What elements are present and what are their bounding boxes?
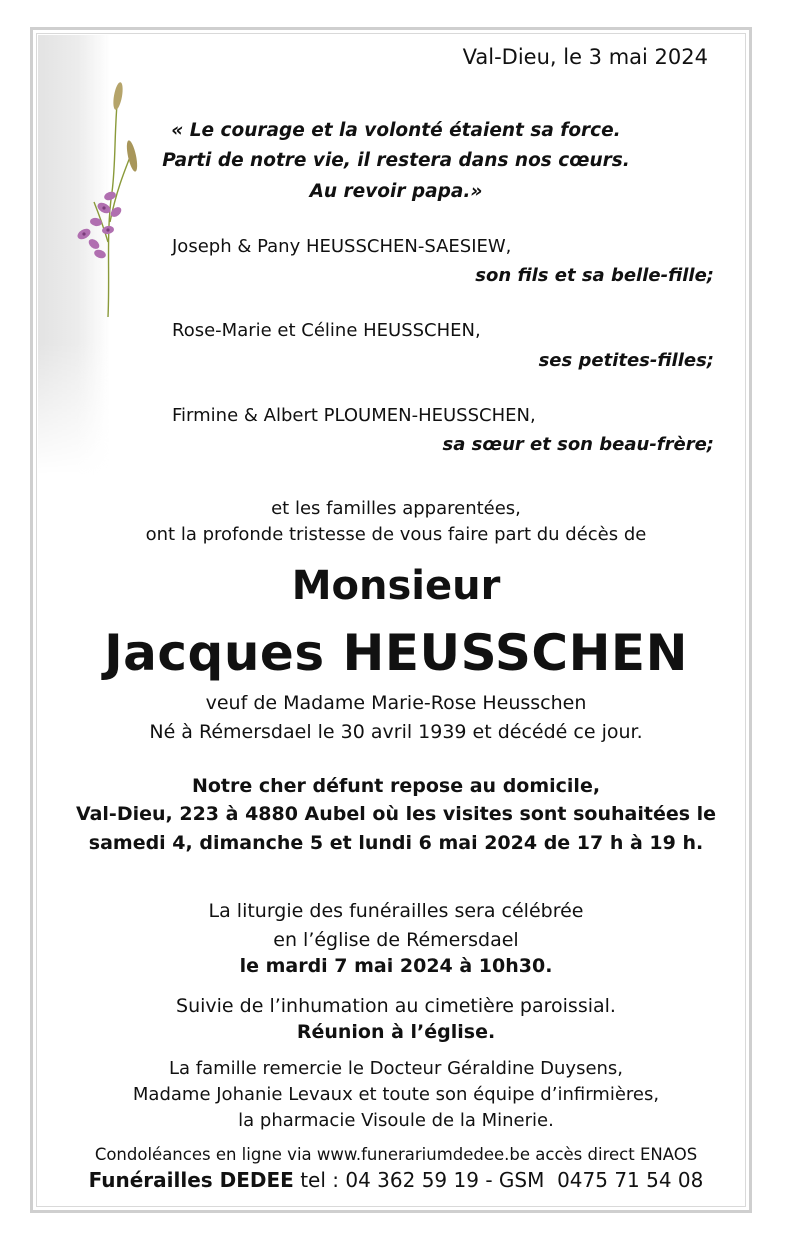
funeral-line-1: La liturgie des funérailles sera célébrée — [208, 900, 584, 922]
thanks-line-2: Madame Johanie Levaux et toute son équipe d’infirmières, — [132, 1084, 660, 1105]
burial-line-1: Suivie de l’inhumation au cimetière paroissial. — [176, 995, 616, 1017]
birth-death-line: Né à Rémersdael le 30 avril 1939 et décédé ce jour. — [149, 721, 643, 743]
visitation-line-1: Notre cher défunt repose au domicile, — [191, 775, 601, 797]
date-line: Val-Dieu, le 3 mai 2024 — [462, 45, 708, 69]
visitation-line-2: Val-Dieu, 223 à 4880 Aubel où les visites sont souhaitées le — [75, 803, 717, 825]
visitation-line-3: samedi 4, dimanche 5 et lundi 6 mai 2024 de 17 h à 19 h. — [88, 832, 704, 854]
family-relation-3: sa sœur et son beau-frère; — [442, 434, 714, 455]
widower-line: veuf de Madame Marie-Rose Heusschen — [205, 692, 587, 714]
funeral-home-name: Funérailles DEDEE — [88, 1168, 294, 1192]
burial-line-2: Réunion à l’église. — [296, 1021, 496, 1043]
funeral-line-3: le mardi 7 mai 2024 à 10h30. — [239, 955, 553, 977]
family-names-3: Firmine & Albert PLOUMEN-HEUSSCHEN, — [172, 405, 536, 426]
family-relation-1: son fils et sa belle-fille; — [475, 265, 714, 286]
family-names-2: Rose-Marie et Céline HEUSSCHEN, — [172, 320, 481, 341]
deceased-title: Monsieur — [291, 563, 501, 609]
intro-line-2: ont la profonde tristesse de vous faire part du décès de — [145, 524, 647, 545]
quote-line-3: Au revoir papa.» — [309, 181, 483, 202]
condolences-line: Condoléances en ligne via www.funerariumdedee.be accès direct ENAOS — [94, 1145, 698, 1164]
funeral-line-2: en l’église de Rémersdael — [273, 929, 519, 951]
family-names-1: Joseph & Pany HEUSSCHEN-SAESIEW, — [172, 236, 512, 257]
thanks-line-3: la pharmacie Visoule de la Minerie. — [238, 1110, 554, 1131]
quote-line-1: « Le courage et la volonté étaient sa force. — [171, 120, 621, 141]
intro-line-1: et les familles apparentées, — [271, 498, 521, 519]
thanks-line-1: La famille remercie le Docteur Géraldine Duysens, — [168, 1058, 624, 1079]
family-relation-2: ses petites-filles; — [538, 350, 714, 371]
quote-line-2: Parti de notre vie, il restera dans nos cœurs. — [162, 150, 630, 171]
funeral-home-line — [0, 1168, 792, 1192]
funeral-home-contact: tel : 04 362 59 19 - GSM 0475 71 54 08 — [293, 1168, 704, 1192]
deceased-name: Jacques HEUSSCHEN — [104, 624, 688, 682]
